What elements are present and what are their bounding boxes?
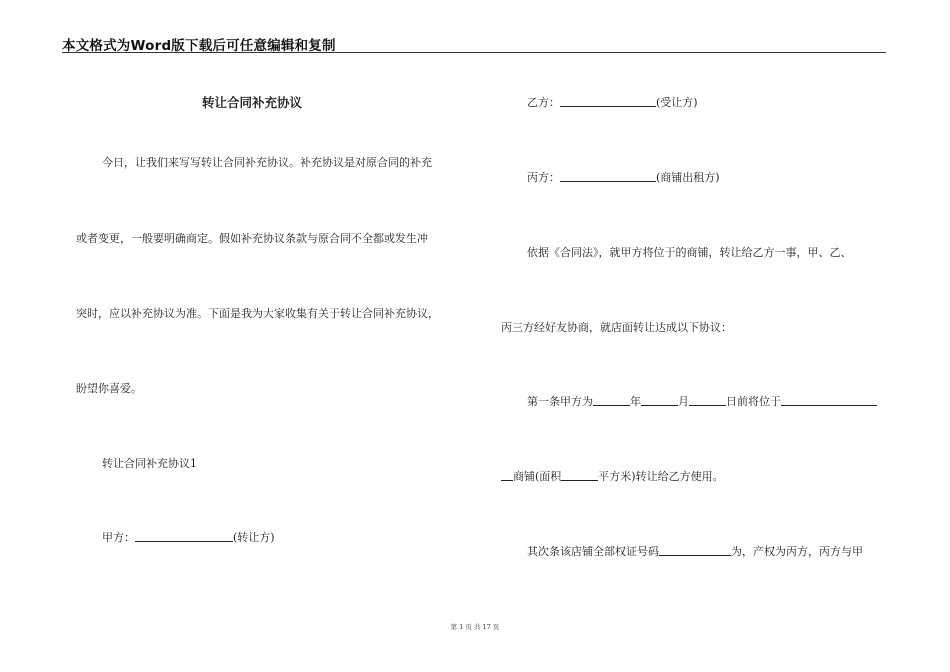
party-b-line (527, 94, 698, 110)
article-1-line (527, 393, 877, 409)
party-a-label: 甲方： (102, 531, 135, 544)
document-header: 本文格式为Word版下载后可任意编辑和复制 (62, 38, 336, 54)
party-c-blank (560, 171, 656, 182)
party-b-label: 乙方： (527, 96, 560, 109)
day-blank (689, 395, 726, 406)
article-1-cont-line (501, 468, 724, 484)
document-title: 转让合同补充协议 (202, 95, 303, 110)
year-blank (593, 395, 630, 406)
party-c-line (527, 169, 720, 185)
party-b-blank (560, 96, 656, 107)
shop-blank (501, 470, 513, 481)
party-c-role: (商铺出租方) (656, 171, 720, 184)
area-blank (561, 470, 598, 481)
intro-line-1: 今日，让我们来写写转让合同补充协议。补充协议是对原合同的补充 (102, 156, 432, 169)
article-2-prefix: 其次条该店铺全部权证号码 (527, 545, 659, 558)
day-label: 日前将位于 (726, 395, 781, 408)
article-1-cont-a: 商铺(面积 (513, 470, 562, 483)
party-b-role: (受让方) (656, 96, 698, 109)
party-c-label: 丙方： (527, 171, 560, 184)
section-heading: 转让合同补充协议1 (102, 457, 197, 470)
header-rule (62, 52, 886, 53)
month-label: 月 (678, 395, 689, 408)
year-label: 年 (630, 395, 641, 408)
basis-line-2: 丙三方经好友协商，就店面转让达成以下协议： (501, 321, 732, 334)
article-2-suffix: 为，产权为丙方，丙方与甲 (731, 545, 863, 558)
month-blank (641, 395, 678, 406)
party-a-line (102, 529, 275, 545)
article-2-line (527, 543, 863, 559)
intro-line-4: 盼望你喜爱。 (76, 382, 142, 395)
article-1-prefix: 第一条甲方为 (527, 395, 593, 408)
party-a-role: (转让方) (233, 531, 275, 544)
party-a-blank (135, 531, 233, 542)
certificate-blank (659, 545, 731, 556)
location-blank (781, 395, 877, 406)
article-1-cont-b: 平方米)转让给乙方使用。 (598, 470, 724, 483)
basis-line-1: 依据《合同法》，就甲方将位于的商铺，转让给乙方一事，甲、乙、 (527, 246, 852, 259)
intro-line-2: 或者变更，一般要明确商定。假如补充协议条款与原合同不全都或发生冲 (76, 232, 428, 245)
page-footer: 第 1 页 共 17 页 (450, 623, 500, 631)
intro-line-3: 突时，应以补充协议为准。下面是我为大家收集有关于转让合同补充协议， (76, 307, 439, 320)
